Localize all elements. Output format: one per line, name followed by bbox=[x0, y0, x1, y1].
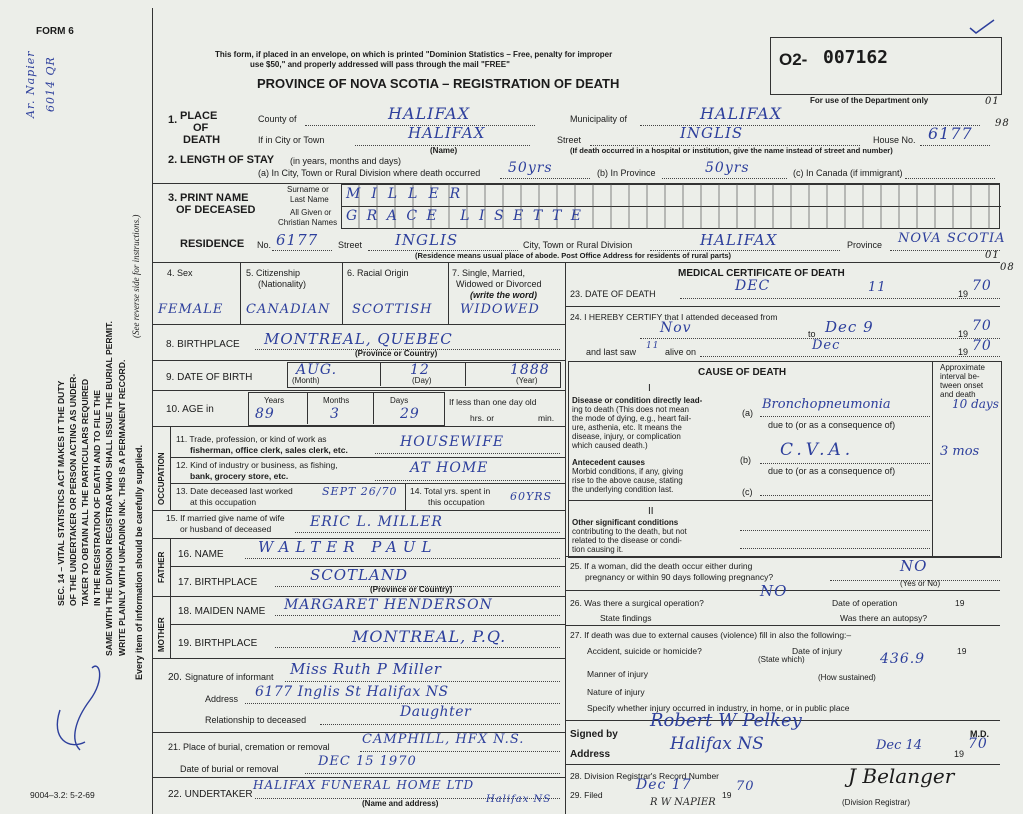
dob-day-caption: (Day) bbox=[412, 376, 432, 385]
age-hrs: hrs. or bbox=[470, 413, 495, 423]
given-label: All Given or bbox=[290, 208, 332, 217]
findings-label: State findings bbox=[600, 613, 652, 623]
undertaker-label: 22. UNDERTAKER bbox=[168, 789, 253, 800]
occupation-industry-label: bank, grocery store, etc. bbox=[190, 471, 289, 481]
undertaker-value: HALIFAX FUNERAL HOME LTD bbox=[253, 778, 475, 792]
informant-num: 20. bbox=[168, 672, 182, 683]
record-number-label: 28. Division Registrar's Record Number bbox=[570, 771, 720, 781]
mother-birthplace-label: 19. BIRTHPLACE bbox=[178, 638, 258, 649]
age-months-label: Months bbox=[323, 396, 350, 405]
age-days-value: 29 bbox=[400, 406, 420, 422]
other-conditions-label: contributing to the death, but not bbox=[572, 527, 687, 536]
filed-date: Dec 17 bbox=[636, 777, 692, 793]
cause-b-label: (b) bbox=[740, 455, 751, 465]
physician-year-prefix: 19 bbox=[954, 749, 965, 759]
racial-origin-value: SCOTTISH bbox=[352, 302, 433, 317]
birthplace-label: 8. BIRTHPLACE bbox=[166, 339, 240, 350]
age-less-than-day: If less than one day old bbox=[449, 397, 537, 407]
death-year: 70 bbox=[972, 278, 992, 294]
external-causes-label: 27. If death was due to external causes (violence) fill in also the following:– bbox=[570, 630, 852, 640]
informant-sig-label: Signature of informant bbox=[185, 672, 274, 682]
form-code: 9004–3.2: 5-2-69 bbox=[30, 790, 95, 800]
last-worked-label: at this occupation bbox=[190, 497, 257, 507]
registrar-signature: J Belanger bbox=[848, 764, 955, 788]
print-name-label: PRINT NAME bbox=[180, 192, 249, 204]
filed-year-prefix: 19 bbox=[722, 790, 732, 800]
sex-header: 4. Sex bbox=[167, 268, 193, 278]
stay-city-label: (a) In City, Town or Rural Division where death occurred bbox=[258, 168, 481, 178]
marital-header: 7. Single, Married, bbox=[452, 268, 526, 278]
antecedent-label: Antecedent causes bbox=[572, 458, 645, 467]
given-label: Christian Names bbox=[278, 218, 338, 227]
last-worked-label: 13. Date deceased last worked bbox=[176, 486, 293, 496]
years-in-occupation-label: 14. Total yrs. spent in bbox=[410, 486, 491, 496]
mother-maiden-value: MARGARET HENDERSON bbox=[284, 597, 493, 613]
informant-address-value: 6177 Inglis St Halifax NS bbox=[255, 684, 449, 700]
margin-note-1: Ar. Napier bbox=[24, 50, 37, 118]
clerk-initials: R W NAPIER bbox=[650, 797, 716, 808]
margin-note-2: 6014 QR bbox=[44, 56, 57, 112]
age-years-label: Years bbox=[264, 396, 285, 405]
surname-value: MILLER bbox=[346, 186, 472, 202]
s1-num: 1. bbox=[168, 114, 178, 126]
given-names-value: GRACE LISETTE bbox=[346, 208, 591, 224]
attended-to-label: to bbox=[808, 329, 816, 339]
side-notice-line: TAKER TO OBTAIN ALL THE PARTICULARS REQUIRED bbox=[80, 378, 90, 606]
father-birthplace-value: SCOTLAND bbox=[310, 566, 408, 584]
years-in-occupation-value: 60YRS bbox=[510, 490, 553, 503]
registration-number: 007162 bbox=[823, 47, 889, 68]
physician-sign-date: Dec 14 bbox=[876, 738, 923, 753]
physician-address-label: Address bbox=[570, 749, 611, 760]
age-min: min. bbox=[538, 413, 555, 423]
attended-to: Dec 9 bbox=[825, 318, 874, 336]
due-to-label: due to (or as a consequence of) bbox=[768, 466, 896, 476]
residence-street-value: INGLIS bbox=[395, 231, 459, 249]
last-seen-day: 11 bbox=[646, 341, 660, 351]
direct-cause-label: the mode of dying, e.g., heart fail- bbox=[572, 414, 692, 423]
cause-b-value: C.V.A. bbox=[780, 440, 855, 460]
alive-year-prefix: 19 bbox=[958, 347, 969, 357]
stay-canada-label: (c) In Canada (if immigrant) bbox=[793, 168, 903, 178]
injury-year-prefix: 19 bbox=[957, 646, 967, 656]
cause-b-interval: 3 mos bbox=[940, 444, 980, 459]
street-label: Street bbox=[557, 135, 582, 145]
operation-label: 26. Was there a surgical operation? bbox=[570, 598, 704, 608]
burial-date-value: DEC 15 1970 bbox=[318, 754, 417, 769]
pregnancy-caption: (Yes or No) bbox=[900, 579, 941, 588]
mother-birthplace-value: MONTREAL, P.Q. bbox=[352, 627, 507, 646]
side-note-information: Every item of information should be carefully supplied. bbox=[134, 444, 144, 680]
registrar-caption: (Division Registrar) bbox=[842, 798, 911, 807]
s1-label: DEATH bbox=[183, 134, 221, 146]
other-conditions-label: tion causing it. bbox=[572, 545, 624, 554]
side-notice-line: OF THE UNDERTAKER OR PERSON ACTING AS UNDER- bbox=[68, 373, 78, 606]
top-right-mark-2: 98 bbox=[995, 118, 1010, 129]
citizenship-header: 5. Citizenship bbox=[246, 268, 301, 278]
mother-maiden-label: 18. MAIDEN NAME bbox=[178, 606, 266, 617]
residence-no-value: 6177 bbox=[276, 231, 319, 249]
pregnancy-value: NO bbox=[900, 557, 928, 575]
approx-interval-label: interval be- bbox=[940, 372, 980, 381]
stay-city-value: 50yrs bbox=[508, 160, 553, 176]
citizenship-header: (Nationality) bbox=[258, 279, 307, 289]
side-notice-line: WRITE PLAINLY WITH UNFADING INK. THIS IS A PERMANENT RECORD. bbox=[117, 359, 127, 656]
stay-province-value: 50yrs bbox=[705, 160, 750, 176]
occupation-industry-value: AT HOME bbox=[410, 460, 489, 476]
pregnancy-label: 25. If a woman, did the death occur either during bbox=[570, 561, 753, 571]
attended-from: Nov bbox=[660, 320, 692, 336]
municipality-value: HALIFAX bbox=[700, 104, 783, 123]
check-mark-icon bbox=[968, 18, 996, 36]
injury-date-label: Date of injury bbox=[792, 646, 843, 656]
death-month: DEC bbox=[735, 278, 771, 294]
age-months-value: 3 bbox=[330, 406, 340, 422]
informant-signature: Miss Ruth P Miller bbox=[290, 660, 442, 678]
sex-value: FEMALE bbox=[158, 302, 224, 317]
cause-of-death-title: CAUSE OF DEATH bbox=[698, 367, 787, 378]
informant-address-label: Address bbox=[205, 694, 239, 704]
street-value: INGLIS bbox=[680, 124, 744, 142]
surname-label: Surname or bbox=[287, 185, 329, 194]
hospital-note: (If death occurred in a hospital or institution, give the name instead of street and number) bbox=[570, 146, 893, 155]
envelope-note-2: use $50," and properly addressed will pass through the mail "FREE" bbox=[250, 60, 510, 69]
envelope-note-1: This form, if placed in an envelope, on which is printed "Dominion Statistics – Free, penalty for improper bbox=[215, 50, 613, 59]
operation-value: NO bbox=[760, 582, 788, 600]
citizenship-value: CANADIAN bbox=[246, 302, 331, 317]
occupation-label: OCCUPATION bbox=[157, 452, 166, 505]
attended-year: 70 bbox=[972, 318, 992, 334]
dob-month-caption: (Month) bbox=[292, 376, 320, 385]
residence-city-label: City, Town or Rural Division bbox=[523, 240, 633, 250]
autopsy-label: Was there an autopsy? bbox=[840, 613, 928, 623]
print-name-label: OF DECEASED bbox=[176, 204, 256, 216]
cause-a-label: (a) bbox=[742, 408, 753, 418]
occupation-trade-label: fisherman, office clerk, sales clerk, etc. bbox=[190, 445, 348, 455]
house-label: House No. bbox=[873, 135, 916, 145]
spouse-value: ERIC L. MILLER bbox=[310, 514, 443, 530]
length-of-stay-label: LENGTH OF STAY bbox=[180, 154, 275, 166]
length-of-stay-sub: (in years, months and days) bbox=[290, 156, 402, 166]
specify-place-label: Specify whether injury occurred in industry, in home, or in public place bbox=[587, 703, 850, 713]
direct-cause-label: ure, asthenia, etc. It means the bbox=[572, 423, 682, 432]
operation-date-label: Date of operation bbox=[832, 598, 898, 608]
residence-label: RESIDENCE bbox=[180, 238, 245, 250]
dob-label: 9. DATE OF BIRTH bbox=[166, 372, 253, 383]
residence-province-value: NOVA SCOTIA bbox=[898, 231, 1006, 246]
county-value: HALIFAX bbox=[388, 104, 471, 123]
occupation-industry-label: 12. Kind of industry or business, as fishing, bbox=[176, 460, 338, 470]
antecedent-label: the underlying condition last. bbox=[572, 485, 674, 494]
dob-year: 1888 bbox=[510, 362, 550, 378]
residence-city-value: HALIFAX bbox=[700, 231, 778, 249]
burial-date-label: Date of burial or removal bbox=[180, 764, 279, 774]
s1-label: PLACE bbox=[180, 110, 218, 122]
cause-a-interval: 10 days bbox=[952, 397, 999, 411]
last-worked-value: SEPT 26/70 bbox=[322, 485, 398, 498]
surname-label: Last Name bbox=[290, 195, 329, 204]
nature-label: Nature of injury bbox=[587, 687, 645, 697]
dob-day: 12 bbox=[410, 362, 430, 378]
alive-on-label: alive on bbox=[665, 347, 697, 357]
antecedent-label: Morbid conditions, if any, giving bbox=[572, 467, 684, 476]
signed-by-label: Signed by bbox=[570, 729, 618, 740]
father-label: FATHER bbox=[157, 551, 166, 583]
city-label: If in City or Town bbox=[258, 135, 325, 145]
direct-cause-label: which caused death.) bbox=[572, 441, 648, 450]
s2-num: 2. bbox=[168, 154, 178, 166]
other-conditions-label: Other significant conditions bbox=[572, 518, 679, 527]
direct-cause-label: ing to death (This does not mean bbox=[572, 405, 689, 414]
name-caption: (Name) bbox=[430, 146, 458, 155]
municipality-label: Municipality of bbox=[570, 114, 628, 124]
cause-a-value: Bronchopneumonia bbox=[762, 397, 891, 412]
spouse-label: or husband of deceased bbox=[180, 524, 272, 534]
occupation-trade-value: HOUSEWIFE bbox=[400, 434, 505, 450]
relationship-value: Daughter bbox=[400, 704, 472, 720]
registration-prefix: O2- bbox=[779, 50, 808, 69]
direct-cause-label: disease, injury, or complication bbox=[572, 432, 681, 441]
side-note-instructions: (See reverse side for instructions.) bbox=[131, 214, 141, 338]
father-name-label: 16. NAME bbox=[178, 549, 224, 560]
father-birthplace-caption: (Province or Country) bbox=[370, 585, 453, 594]
years-in-occupation-label: this occupation bbox=[428, 497, 485, 507]
pregnancy-label: pregnancy or within 90 days following pregnancy? bbox=[585, 572, 774, 582]
approx-interval-label: Approximate bbox=[940, 363, 985, 372]
burial-place-value: CAMPHILL, HFX N.S. bbox=[362, 732, 525, 747]
relationship-label: Relationship to deceased bbox=[205, 715, 307, 725]
top-right-mark: 01 bbox=[985, 96, 1000, 107]
residence-note: (Residence means usual place of abode. Post Office Address for residents of rural parts) bbox=[415, 251, 732, 260]
county-label: County of bbox=[258, 114, 297, 124]
racial-header: 6. Racial Origin bbox=[347, 268, 409, 278]
marital-header: Widowed or Divorced bbox=[456, 279, 542, 289]
age-years-value: 89 bbox=[255, 406, 275, 422]
cause-c-label: (c) bbox=[742, 487, 753, 497]
physician-signature: Robert W Pelkey bbox=[650, 710, 802, 731]
house-value: 6177 bbox=[928, 124, 973, 143]
stay-province-label: (b) In Province bbox=[597, 168, 656, 178]
other-conditions-label: related to the disease or condi- bbox=[572, 536, 682, 545]
death-year-prefix: 19 bbox=[958, 289, 969, 299]
death-day: 11 bbox=[868, 280, 887, 295]
undertaker-caption: (Name and address) bbox=[362, 799, 439, 808]
physician-year: 70 bbox=[968, 736, 988, 752]
antecedent-label: rise to the above cause, stating bbox=[572, 476, 683, 485]
burial-place-label: 21. Place of burial, cremation or removal bbox=[168, 742, 330, 752]
md-label: M.D. bbox=[970, 729, 989, 739]
filed-year: 70 bbox=[736, 779, 755, 794]
medical-certificate-title: MEDICAL CERTIFICATE OF DEATH bbox=[678, 268, 845, 279]
dob-month: AUG. bbox=[296, 362, 338, 378]
death-date-label: 23. DATE OF DEATH bbox=[570, 289, 656, 299]
residence-no-label: No. bbox=[257, 240, 272, 250]
undertaker-address-value: Halifax NS bbox=[486, 794, 552, 805]
filed-label: 29. Filed bbox=[570, 790, 603, 800]
age-label: 10. AGE in bbox=[166, 404, 214, 415]
marital-header: (write the word) bbox=[470, 290, 537, 300]
side-notice-line: SAME WITH THE DIVISION REGISTRAR WHO SHALL ISSUE THE BURIAL PERMIT. bbox=[104, 321, 114, 656]
operation-year-prefix: 19 bbox=[955, 598, 965, 608]
right-mark: 01 bbox=[985, 250, 1000, 261]
state-which-caption: (State which) bbox=[758, 655, 805, 664]
marital-status-value: WIDOWED bbox=[460, 302, 540, 317]
side-notice-line: IN THE REGISTRATION OF DEATH AND TO FILE THE bbox=[92, 390, 102, 606]
attended-year-prefix: 19 bbox=[958, 329, 969, 339]
part-i-label: I bbox=[648, 383, 651, 394]
physician-address-value: Halifax NS bbox=[670, 734, 764, 754]
alive-on-value: Dec bbox=[812, 338, 841, 353]
attended-label: 24. I HEREBY CERTIFY that I attended deceased from bbox=[570, 312, 778, 322]
age-days-label: Days bbox=[390, 396, 409, 405]
accident-label: Accident, suicide or homicide? bbox=[587, 646, 702, 656]
approx-interval-label: and death bbox=[940, 390, 976, 399]
form-number: FORM 6 bbox=[36, 26, 74, 37]
mother-label: MOTHER bbox=[157, 617, 166, 652]
part-ii-label: II bbox=[648, 506, 654, 517]
alive-year: 70 bbox=[972, 338, 992, 354]
city-value: HALIFAX bbox=[408, 124, 486, 142]
how-sustained-caption: (How sustained) bbox=[818, 673, 876, 682]
s3-num: 3. bbox=[168, 192, 178, 204]
dob-year-caption: (Year) bbox=[516, 376, 538, 385]
side-notice-line: SEC. 14 – VITAL STATISTICS ACT MAKES IT THE DUTY bbox=[56, 380, 66, 606]
margin-signature-scribble bbox=[30, 650, 120, 760]
manner-value: 436.9 bbox=[880, 651, 926, 667]
registration-number-box bbox=[770, 37, 1002, 95]
birthplace-caption: (Province or Country) bbox=[355, 349, 438, 358]
spouse-label: 15. If married give name of wife bbox=[166, 513, 285, 523]
father-name-value: WALTER PAUL bbox=[258, 538, 438, 556]
occupation-trade-label: 11. Trade, profession, or kind of work as bbox=[176, 434, 327, 444]
birthplace-value: MONTREAL, QUEBEC bbox=[264, 330, 453, 348]
direct-cause-label: Disease or condition directly lead- bbox=[572, 396, 703, 405]
residence-province-label: Province bbox=[847, 240, 883, 250]
approx-interval-label: tween onset bbox=[940, 381, 984, 390]
last-seen-label: and last saw bbox=[586, 347, 637, 357]
residence-street-label: Street bbox=[338, 240, 363, 250]
department-use-note: For use of the Department only bbox=[810, 96, 929, 105]
page-title: PROVINCE OF NOVA SCOTIA – REGISTRATION OF DEATH bbox=[257, 76, 620, 91]
father-birthplace-label: 17. BIRTHPLACE bbox=[178, 577, 258, 588]
right-mark-2: 08 bbox=[1000, 262, 1015, 273]
manner-label: Manner of injury bbox=[587, 669, 648, 679]
due-to-label: due to (or as a consequence of) bbox=[768, 420, 896, 430]
s1-label: OF bbox=[193, 122, 209, 134]
